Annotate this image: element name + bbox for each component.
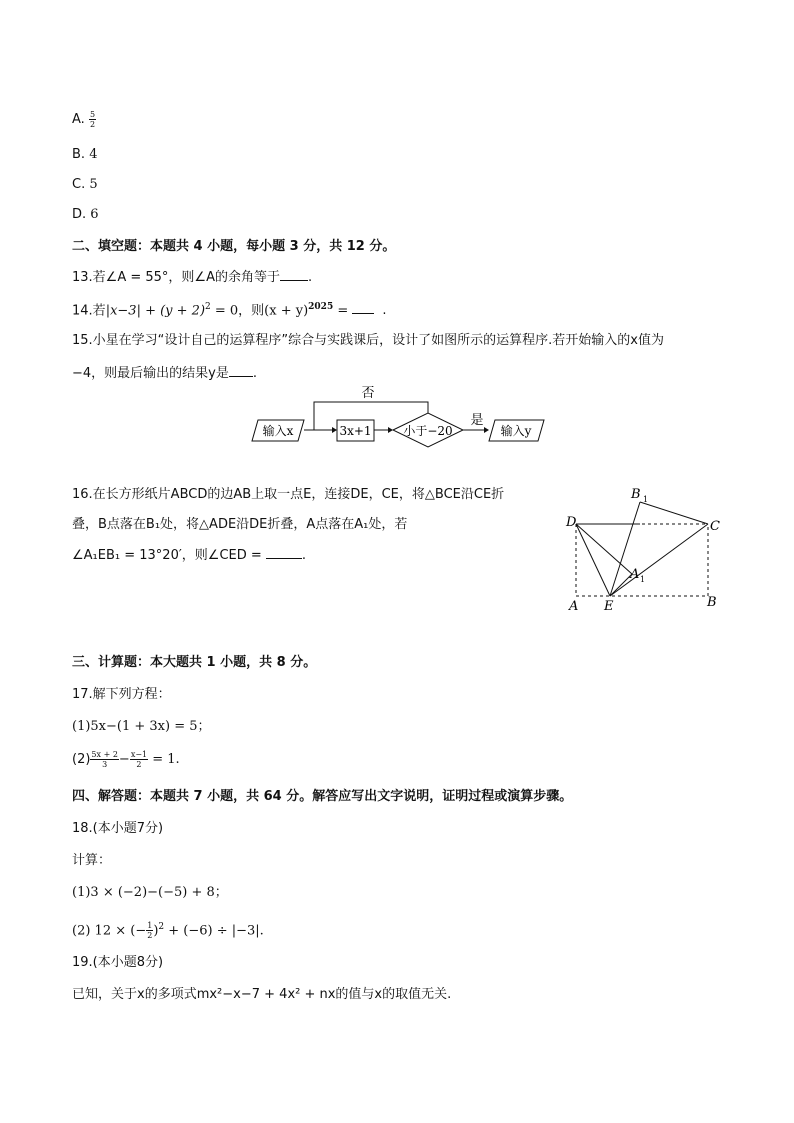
option-a-fraction bbox=[89, 110, 96, 129]
option-c-label: C. bbox=[72, 177, 86, 192]
label-b: B bbox=[707, 595, 717, 610]
question-14-mid: = 0，则(x + y) bbox=[210, 303, 309, 319]
option-a-label: A. bbox=[72, 112, 85, 127]
question-13-end: . bbox=[307, 270, 313, 285]
question-14-power: 2025 bbox=[308, 302, 334, 312]
question-19-text: 已知，关于x的多项式mx²−x−7 + 4x² + nx的值与x的取值无关. bbox=[72, 987, 452, 1002]
question-17-part-2 bbox=[72, 750, 180, 769]
condition-label: 小于−20 bbox=[403, 424, 453, 438]
question-14 bbox=[72, 298, 387, 320]
option-c bbox=[72, 176, 98, 194]
fraction-numerator: x−1 bbox=[130, 750, 148, 759]
fraction-numerator: 5 bbox=[89, 110, 96, 119]
paren-close: ) bbox=[153, 923, 159, 939]
label-b1-subscript: 1 bbox=[643, 495, 649, 504]
part-prefix: (2) 12 × (− bbox=[72, 923, 147, 939]
label-a1-subscript: 1 bbox=[640, 575, 646, 584]
fraction-denominator: 2 bbox=[147, 931, 153, 941]
question-14-square: 2 bbox=[205, 302, 211, 312]
question-19-title: 19.(本小题8分) bbox=[72, 955, 164, 970]
answer-blank bbox=[280, 268, 308, 281]
fraction-2 bbox=[130, 750, 148, 769]
option-d bbox=[72, 206, 99, 224]
folded-rectangle-figure bbox=[560, 484, 732, 616]
question-18-instruction: 计算： bbox=[72, 853, 112, 868]
fraction-denominator: 2 bbox=[136, 760, 142, 769]
segment-ce bbox=[610, 524, 708, 596]
question-18-title: 18.(本小题7分) bbox=[72, 821, 164, 836]
output-label: 输入y bbox=[500, 424, 532, 438]
question-17-title: 17.解下列方程： bbox=[72, 687, 171, 702]
option-c-value: 5 bbox=[89, 177, 98, 192]
question-16-line-3 bbox=[72, 546, 306, 565]
rectangle-dashed-edges bbox=[576, 524, 708, 596]
expression-end: + (−6) ÷ |−3|. bbox=[164, 923, 264, 939]
question-14-abs: |x−3| + (y + 2) bbox=[105, 303, 206, 319]
question-15-end: . bbox=[252, 366, 257, 381]
square-exponent: 2 bbox=[158, 922, 165, 932]
answer-blank bbox=[352, 301, 374, 314]
operation-flowchart bbox=[248, 380, 558, 454]
question-15-line-1: 15.小星在学习“设计自己的运算程序”综合与实践课后，设计了如图所示的运算程序.若开始输入的x值为 bbox=[72, 333, 664, 348]
question-16-line-2: 叠，B点落在B₁处，将△ADE沿DE折叠，A点落在A₁处，若 bbox=[72, 517, 408, 532]
section-4-heading: 四、解答题：本题共 7 小题，共 64 分。解答应写出文字说明，证明过程或演算步骤。 bbox=[72, 789, 573, 804]
option-b-value: 4 bbox=[89, 147, 98, 162]
label-e: E bbox=[604, 599, 614, 614]
segment-d-a1 bbox=[576, 524, 632, 574]
answer-blank bbox=[266, 546, 302, 559]
label-b1: B bbox=[631, 487, 641, 502]
section-2-heading: 二、填空题：本题共 4 小题，每小题 3 分，共 12 分。 bbox=[72, 239, 396, 254]
arrow-head bbox=[484, 427, 489, 433]
fraction-numerator: 5x + 2 bbox=[91, 750, 118, 759]
equation-end: = 1. bbox=[148, 752, 180, 767]
input-label: 输入x bbox=[262, 424, 294, 438]
question-18-part-2 bbox=[72, 918, 264, 940]
question-14-end: . bbox=[382, 303, 387, 319]
fraction-1 bbox=[90, 750, 118, 769]
fraction-numerator: 1 bbox=[147, 921, 153, 931]
section-3-heading: 三、计算题：本大题共 1 小题，共 8 分。 bbox=[72, 655, 317, 670]
label-c: C bbox=[710, 519, 720, 534]
question-17-part-1: (1)5x−(1 + 3x) = 5； bbox=[72, 719, 211, 734]
label-a1: A bbox=[630, 567, 640, 582]
option-b bbox=[72, 146, 97, 164]
option-d-value: 6 bbox=[90, 207, 99, 222]
question-16-end: . bbox=[301, 548, 307, 563]
question-15-text: −4，则最后输出的结果y是 bbox=[72, 366, 229, 381]
question-16-text: ∠A₁EB₁ = 13°20′，则∠CED = bbox=[72, 548, 262, 563]
process-label: 3x+1 bbox=[339, 424, 372, 438]
segment-c-b1 bbox=[640, 502, 708, 524]
option-b-label: B. bbox=[72, 147, 86, 162]
question-14-prefix: 14.若 bbox=[72, 303, 106, 319]
minus-sign: − bbox=[118, 752, 130, 767]
label-a: A bbox=[569, 599, 579, 614]
segment-de bbox=[576, 524, 610, 596]
fraction-denominator: 2 bbox=[89, 120, 96, 129]
option-d-label: D. bbox=[72, 207, 87, 222]
question-13-text: 13.若∠A = 55°，则∠A的余角等于 bbox=[72, 270, 280, 285]
label-d: D bbox=[566, 515, 577, 530]
question-13 bbox=[72, 268, 312, 287]
part-label: (2) bbox=[72, 752, 91, 767]
question-16-line-1: 16.在长方形纸片ABCD的边AB上取一点E，连接DE，CE，将△BCE沿CE折 bbox=[72, 487, 505, 502]
arrow-head bbox=[332, 427, 337, 433]
option-a bbox=[72, 110, 96, 129]
no-label: 否 bbox=[361, 386, 375, 401]
yes-label: 是 bbox=[470, 413, 484, 428]
answer-blank bbox=[229, 364, 253, 377]
fraction-denominator: 3 bbox=[102, 760, 108, 769]
question-18-part-1: (1)3 × (−2)−(−5) + 8； bbox=[72, 885, 228, 900]
question-15-line-2 bbox=[72, 364, 257, 383]
question-14-eq: = bbox=[333, 303, 353, 319]
